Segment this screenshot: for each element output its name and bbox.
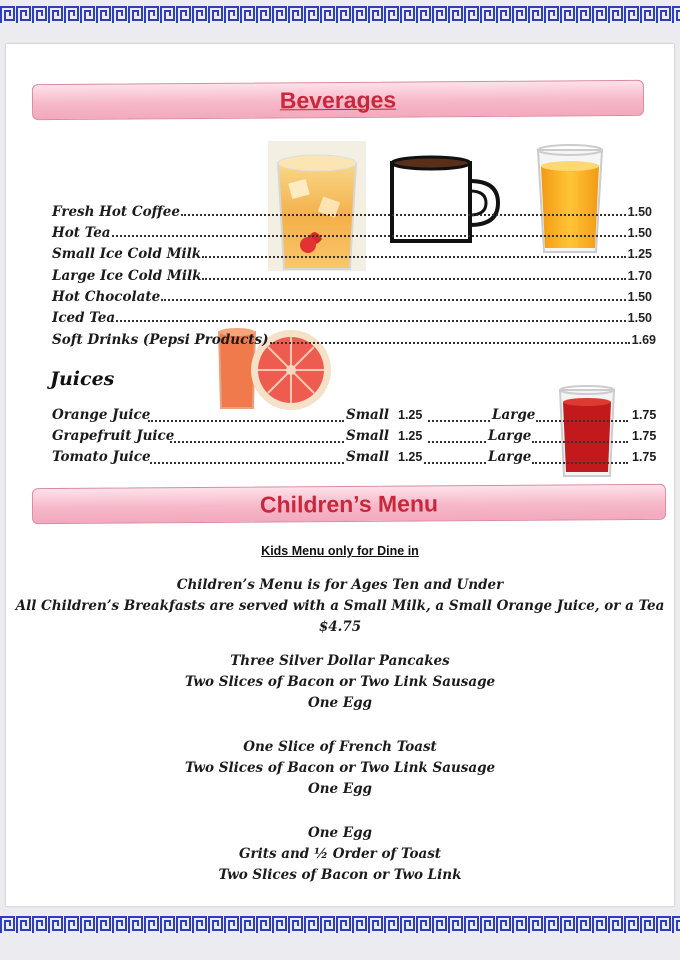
dot-leader <box>532 441 628 443</box>
dot-leader <box>536 420 628 422</box>
greek-key-border-bottom <box>0 914 680 936</box>
juice-name: Grapefruit Juice <box>52 428 175 444</box>
dot-leader <box>148 420 344 422</box>
large-label: Large <box>492 407 536 423</box>
juice-row-tomato <box>52 449 658 469</box>
dot-leader <box>170 441 344 443</box>
large-price: 1.75 <box>632 450 657 464</box>
intro-line: Children’s Menu is for Ages Ten and Under <box>176 577 504 593</box>
combo-3 <box>12 823 668 886</box>
dot-leader <box>270 342 630 344</box>
dot-leader <box>202 256 626 258</box>
beverage-row-hot-chocolate <box>52 289 652 309</box>
childrens-menu-banner <box>32 484 666 524</box>
juice-row-orange <box>52 407 658 427</box>
item-price: 1.25 <box>627 247 652 261</box>
combo-line: Two Slices of Bacon or Two Link Sausage <box>184 674 496 690</box>
item-price: 1.50 <box>627 311 652 325</box>
beverage-row-coffee <box>52 204 652 224</box>
dot-leader <box>112 235 626 237</box>
combo-line: One Egg <box>307 825 373 841</box>
childrens-price: $4.75 <box>318 619 362 635</box>
combo-line: Grits and ½ Order of Toast <box>238 846 442 862</box>
small-label: Small <box>346 449 390 465</box>
combo-line: One Egg <box>307 781 373 797</box>
large-label: Large <box>488 449 532 465</box>
item-price: 1.50 <box>627 205 652 219</box>
large-price: 1.75 <box>632 429 657 443</box>
item-name: Small Ice Cold Milk <box>52 246 202 262</box>
large-price: 1.75 <box>632 408 657 422</box>
dot-leader <box>424 462 486 464</box>
combo-line: Two Slices of Bacon or Two Link <box>218 867 462 883</box>
item-name: Large Ice Cold Milk <box>52 268 202 284</box>
dot-leader <box>181 214 626 216</box>
small-label: Small <box>346 428 390 444</box>
childrens-intro <box>12 575 668 638</box>
item-price: 1.70 <box>627 269 652 283</box>
dot-leader <box>428 441 486 443</box>
item-name: Hot Chocolate <box>52 289 161 305</box>
childrens-menu-title: Children’s Menu <box>259 489 439 518</box>
beverage-row-large-milk <box>52 268 652 288</box>
beverage-row-soft-drinks <box>52 332 656 352</box>
item-price: 1.50 <box>627 290 652 304</box>
greek-key-border-top <box>0 4 680 26</box>
combo-2 <box>12 737 668 800</box>
item-price: 1.69 <box>631 333 656 347</box>
dot-leader <box>150 462 344 464</box>
dot-leader <box>161 299 625 301</box>
dine-in-note: Kids Menu only for Dine in <box>261 544 419 558</box>
small-price: 1.25 <box>398 429 423 443</box>
juices-heading: Juices <box>50 368 115 390</box>
juice-name: Tomato Juice <box>52 449 151 465</box>
beverages-title: Beverages <box>279 86 397 113</box>
combo-line: Three Silver Dollar Pancakes <box>230 653 450 669</box>
combo-line: One Slice of French Toast <box>243 739 437 755</box>
item-name: Iced Tea <box>52 310 116 326</box>
combo-line: One Egg <box>307 695 373 711</box>
item-name: Soft Drinks (Pepsi Products) <box>52 332 269 348</box>
large-label: Large <box>488 428 532 444</box>
dot-leader <box>428 420 490 422</box>
intro-line: All Children’s Breakfasts are served with a Small Milk, a Small Orange Juice, or a Tea <box>15 598 665 614</box>
menu-page <box>6 44 674 906</box>
item-name: Fresh Hot Coffee <box>52 204 180 220</box>
item-price: 1.50 <box>627 226 652 240</box>
dot-leader <box>202 278 625 280</box>
combo-line: Two Slices of Bacon or Two Link Sausage <box>184 760 496 776</box>
dot-leader <box>532 462 628 464</box>
small-label: Small <box>346 407 390 423</box>
dot-leader <box>116 320 626 322</box>
item-name: Hot Tea <box>52 225 111 241</box>
small-price: 1.25 <box>398 408 423 422</box>
beverages-banner <box>32 80 644 120</box>
juice-row-grapefruit <box>52 428 658 448</box>
beverage-row-hot-tea <box>52 225 652 245</box>
beverage-row-small-milk <box>52 246 652 266</box>
beverage-row-iced-tea <box>52 310 652 330</box>
small-price: 1.25 <box>398 450 423 464</box>
juice-name: Orange Juice <box>52 407 151 423</box>
combo-1 <box>12 651 668 714</box>
